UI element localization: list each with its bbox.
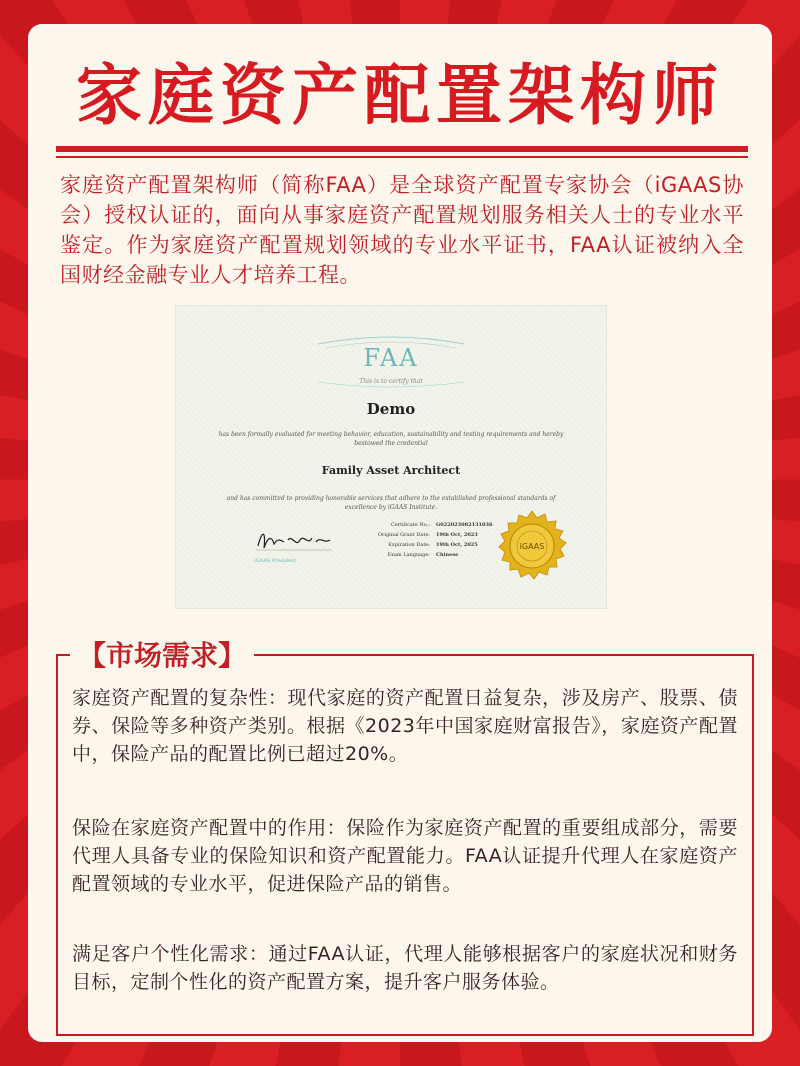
seal-text: iGAAS [519,542,545,551]
certificate-commitment: and has committed to providing honorable services that adhere to the established professional standards of excellence by iGAAS Institute. [226,495,556,511]
market-section-heading: 【市场需求】 [70,634,254,674]
certificate-image [176,306,606,608]
intro-text: 家庭资产配置架构师（简称FAA）是全球资产配置专家协会（iGAAS协会）授权认证的，面向从事家庭资产配置规划服务相关人士的专业水平鉴定。作为家庭资产配置规划领域的专业水平证书，FAA认证被纳入全国财经金融专业人才培养工程。 [60,173,744,287]
title-divider-thin [56,156,748,158]
certificate-statement: has been formally evaluated for meeting behavior, education, sustainability and testing requirements and hereby bestowed the credential [218,431,564,447]
meta-value: Chinese [436,552,459,558]
meta-value: 19th Oct, 2025 [436,542,478,548]
certificate-meta [372,522,492,562]
certificate-subtitle: This is to certify that [359,378,423,385]
meta-value: G022023082131036 [436,522,493,528]
title-divider-thick [56,146,748,152]
signature-icon [254,528,334,554]
gold-seal-icon [496,510,568,582]
meta-key: Certificate No.: [390,522,430,528]
certificate-logo: FAA [363,344,419,372]
certificate-recipient: Demo [366,400,416,418]
market-paragraph: 保险在家庭资产配置中的作用：保险作为家庭资产配置的重要组成部分，需要代理人具备专业的保险知识和资产配置能力。FAA认证提升代理人在家庭资产配置领域的专业水平，促进保险产品的销售。 [72,817,738,895]
meta-key: Expiration Date: [388,542,430,548]
page-title: 家庭资产配置架构师 [76,57,724,134]
meta-row [372,542,492,552]
meta-key: Original Grant Date: [377,532,430,538]
certificate-credential: Family Asset Architect [321,464,461,477]
signature-label: iGAAS President [254,558,297,564]
meta-row [372,522,492,532]
market-paragraph: 满足客户个性化需求：通过FAA认证，代理人能够根据客户的家庭状况和财务目标，定制个性化的资产配置方案，提升客户服务体验。 [72,943,738,993]
market-paragraph: 家庭资产配置的复杂性：现代家庭的资产配置日益复杂，涉及房产、股票、债券、保险等多种资产类别。根据《2023年中国家庭财富报告》，家庭资产配置中，保险产品的配置比例已超过20%。 [72,687,738,765]
meta-row [372,552,492,562]
meta-row [372,532,492,542]
meta-value: 19th Oct, 2023 [436,532,478,538]
meta-key: Exam Language: [387,552,430,558]
